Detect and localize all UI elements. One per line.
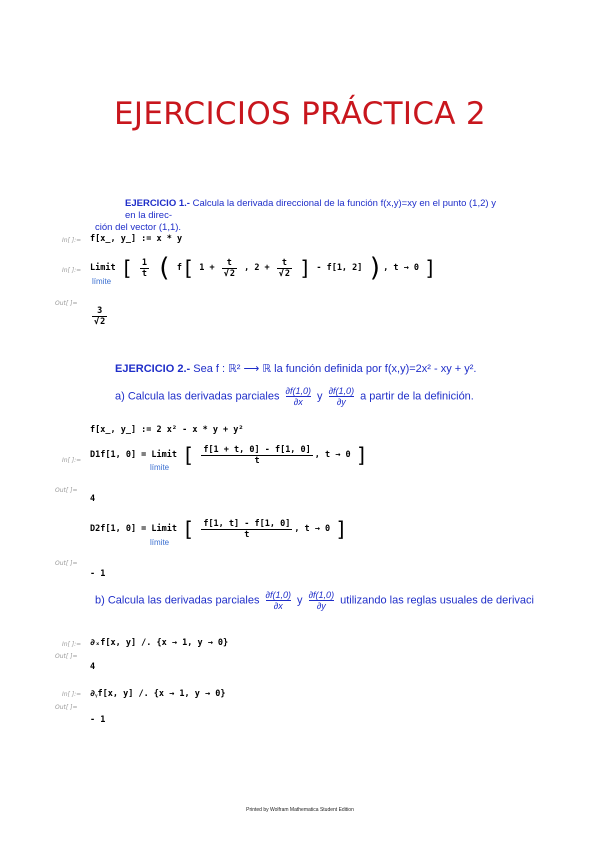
bracket-open: [ bbox=[182, 256, 195, 280]
limit-hint: límite bbox=[92, 277, 112, 286]
bracket-open: [ bbox=[120, 256, 133, 280]
term-two-plus: , 2 + bbox=[244, 263, 270, 273]
exercise-2-part-b: b) Calcula las derivadas parciales $\frac{\partial f(1,0)}{\partial x}$ y $\frac{\partial f(1,0)}{\partial y}$ utilizando las reglas usuales de derivaci bbox=[95, 590, 534, 611]
paren-open: ( bbox=[156, 253, 172, 283]
output-label: Out[ ]= bbox=[55, 560, 78, 567]
output-cell-partial-y: - 1 bbox=[90, 715, 106, 725]
fraction-one-over-t: $\frac{1}{t}$ bbox=[141, 257, 148, 279]
limit-function: Limit bbox=[90, 263, 116, 273]
input-label: In[ ]:= bbox=[62, 691, 82, 698]
exercise-1-text-cont: ción del vector (1,1). bbox=[95, 222, 182, 233]
partial-y-fraction: $\frac{\partial f(1,0)}{\partial y}$ bbox=[308, 590, 335, 611]
bracket-close: ] bbox=[299, 256, 312, 280]
input-label: In[ ]:= bbox=[62, 267, 82, 274]
output-label: Out[ ]= bbox=[55, 653, 78, 660]
term-one-plus: 1 + bbox=[199, 263, 215, 273]
fraction-t-over-sqrt2: $\frac{t}{√2}$ bbox=[278, 257, 291, 279]
limit-variable: , t → 0 bbox=[383, 263, 420, 273]
input-cell-directional-limit[interactable] bbox=[90, 253, 436, 283]
function-f: f bbox=[176, 263, 183, 273]
output-cell-d2f: - 1 bbox=[90, 569, 106, 579]
input-cell-define-f[interactable]: f[x_, y_] := x * y bbox=[90, 234, 183, 244]
exercise-1-text: Calcula la derivada direccional de la función f(x,y)=xy en el punto (1,2) y en la direc- bbox=[125, 198, 496, 221]
input-label: In[ ]:= bbox=[62, 457, 82, 464]
exercise-1-label: EJERCICIO 1.- bbox=[125, 198, 190, 209]
exercise-2-label: EJERCICIO 2.- bbox=[115, 363, 191, 375]
page-title: EJERCICIOS PRÁCTICA 2 bbox=[114, 96, 486, 132]
partial-x-fraction: $\frac{\partial f(1,0)}{\partial x}$ bbox=[265, 590, 291, 611]
output-label: Out[ ]= bbox=[55, 300, 78, 307]
exercise-2-statement bbox=[115, 362, 555, 375]
output-cell-d1f: 4 bbox=[90, 494, 96, 504]
input-cell-d2f[interactable]: D2f[1, 0] = Limit [ $\frac{f[1, t] - f[1, 0]}{t}$ , t → 0 ] bbox=[90, 517, 348, 541]
fraction-t-over-sqrt2: $\frac{t}{√2}$ bbox=[223, 257, 235, 279]
input-label: In[ ]:= bbox=[62, 237, 82, 244]
input-cell-define-f2[interactable]: f[x_, y_] := 2 x² - x * y + y² bbox=[90, 425, 244, 435]
limit-function: Limit bbox=[151, 450, 178, 460]
partial-y-fraction: $\frac{\partial f(1,0)}{\partial y}$ bbox=[328, 386, 355, 407]
input-cell-partial-x[interactable]: ∂ₓf[x, y] /. {x → 1, y → 0} bbox=[90, 638, 229, 648]
limit-hint: límite bbox=[150, 538, 170, 547]
bracket-close: ] bbox=[424, 256, 437, 280]
input-cell-d1f[interactable]: D1f[1, 0] = Limit [ $\frac{f[1 + t, 0] - f[1, 0]}{t}$ , t → 0 ] bbox=[90, 443, 368, 467]
print-footer: Printed by Wolfram Mathematica Student Edition bbox=[246, 807, 354, 813]
input-label: In[ ]:= bbox=[62, 641, 82, 648]
exercise-2-text: Sea f : ℝ² ⟶ ℝ la función definida por f(x,y)=2x² - xy + y². bbox=[190, 363, 477, 375]
input-cell-partial-y[interactable]: ∂ᵧf[x, y] /. {x → 1, y → 0} bbox=[90, 689, 226, 699]
limit-function: Limit bbox=[151, 524, 178, 534]
output-label: Out[ ]= bbox=[55, 487, 78, 494]
term-minus-f12: - f[1, 2] bbox=[316, 263, 363, 273]
exercise-2-part-a: a) Calcula las derivadas parciales $\frac{\partial f(1,0)}{\partial x}$ y $\frac{\partial f(1,0)}{\partial y}$ a partir de la definición. bbox=[115, 386, 474, 407]
output-cell-partial-x: 4 bbox=[90, 662, 96, 672]
limit-hint: límite bbox=[150, 463, 170, 472]
exercise-1-statement bbox=[95, 198, 505, 234]
output-label: Out[ ]= bbox=[55, 704, 78, 711]
difference-quotient-y: $\frac{f[1, t] - f[1, 0]}{t}$ bbox=[203, 518, 291, 540]
partial-x-fraction: $\frac{\partial f(1,0)}{\partial x}$ bbox=[285, 386, 311, 407]
paren-close: ) bbox=[367, 253, 384, 283]
output-cell-3-over-sqrt2: $\frac{3}{√2}$ bbox=[94, 306, 106, 327]
difference-quotient-x: $\frac{f[1 + t, 0] - f[1, 0]}{t}$ bbox=[203, 444, 311, 466]
